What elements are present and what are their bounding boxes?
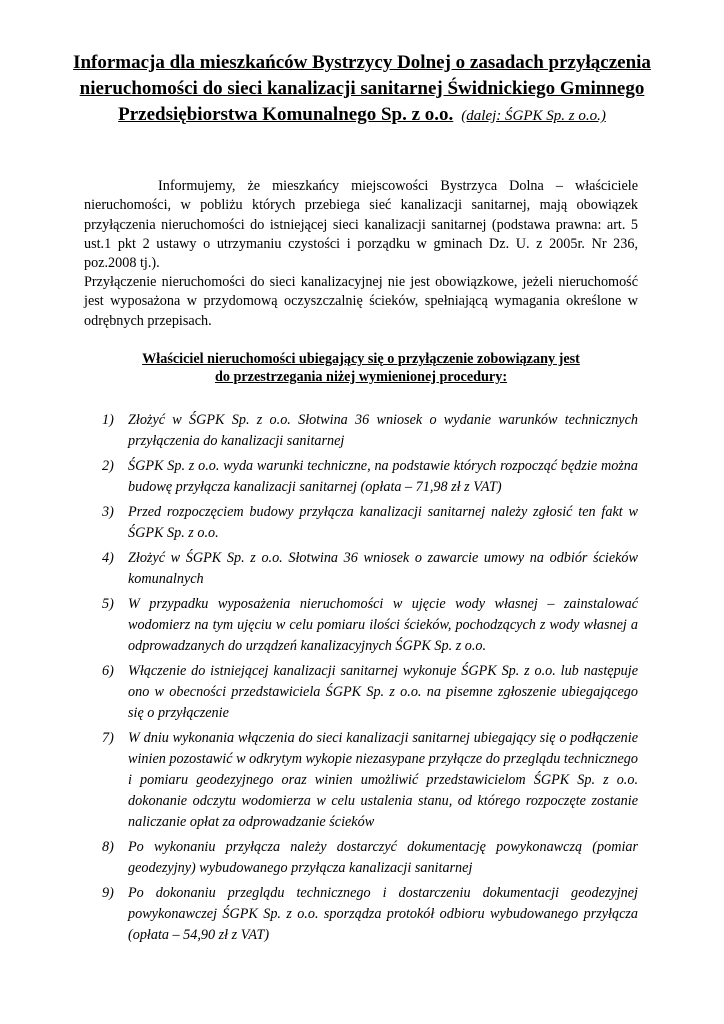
procedure-step: [102, 728, 638, 833]
procedure-step: [102, 548, 638, 590]
paragraph-exception: Przyłączenie nieruchomości do sieci kanalizacyjnej nie jest obowiązkowe, jeżeli nieruchomość jest wyposażona w przydomową oczyszczalnię ścieków, spełniającą wymagania określone w odrębnych przepisach.: [84, 274, 638, 329]
step-number: 3): [102, 504, 114, 520]
procedure-heading: [84, 350, 638, 386]
step-number: 2): [102, 458, 114, 474]
step-number: 9): [102, 885, 114, 901]
step-number: 5): [102, 596, 114, 612]
paragraph-intro: Informujemy, że mieszkańcy miejscowości Bystrzyca Dolna – właściciele nieruchomości, w pobliżu których przebiega sieć kanalizacji sanitarnej, mają obowiązek przyłączenia nieruchomości do istniejącej sieci kanalizacji sanitarnej (podstawa prawna: art. 5 ust.1 pkt 2 ustawy o utrzymaniu czystości i porządku w gminach Dz. U. z 2005r. Nr 236, poz.2008 tj.).: [84, 178, 638, 272]
procedure-step: [102, 594, 638, 657]
procedure-list: [102, 410, 638, 950]
step-text: Przed rozpoczęciem budowy przyłącza kanalizacji sanitarnej należy zgłosić ten fakt w ŚGPK Sp. z o.o.: [128, 504, 638, 541]
procedure-step: [102, 410, 638, 452]
step-text: Złożyć w ŚGPK Sp. z o.o. Słotwina 36 wniosek o wydanie warunków technicznych przyłączenia do kanalizacji sanitarnej: [128, 412, 638, 449]
step-text: Włączenie do istniejącej kanalizacji sanitarnej wykonuje ŚGPK Sp. z o.o. lub następuje ono w obecności przedstawiciela ŚGPK Sp. z o.o. na pisemne zgłoszenie ubiegającego się o przyłączenie: [128, 663, 638, 721]
procedure-step: [102, 661, 638, 724]
step-text: W dniu wykonania włączenia do sieci kanalizacji sanitarnej ubiegający się o podłączenie winien pozostawić w odkrytym wykopie niezasypane przyłącze do przeglądu technicznego i pomiaru geodezyjnego oraz winien umożliwić przedstawicielom ŚGPK Sp. z o.o. dokonanie odczytu wodomierza w celu ustalenia stanu, od którego rozpoczęte zostanie naliczanie opłat za odprowadzanie ścieków: [128, 730, 638, 830]
step-number: 4): [102, 550, 114, 566]
title-main: Informacja dla mieszkańców Bystrzycy Dolnej o zasadach przyłączenia nieruchomości do sieci kanalizacji sanitarnej Świdnickiego Gminnego Przedsiębiorstwa Komunalnego Sp. z o.o.: [73, 52, 651, 125]
procedure-heading-line-2: do przestrzegania niżej wymienionej procedury:: [214, 369, 508, 385]
procedure-step: [102, 837, 638, 879]
step-number: 8): [102, 839, 114, 855]
procedure-step: [102, 883, 638, 946]
step-text: Po dokonaniu przeglądu technicznego i dostarczeniu dokumentacji geodezyjnej powykonawczej ŚGPK Sp. z o.o. sporządza protokół odbioru wybudowanego przyłącza (opłata – 54,90 zł z VAT): [128, 885, 638, 943]
procedure-heading-line-1: Właściciel nieruchomości ubiegający się o przyłączenie zobowiązany jest: [142, 351, 580, 367]
step-number: 6): [102, 663, 114, 679]
step-number: 1): [102, 412, 114, 428]
title-subtitle: (dalej: ŚGPK Sp. z o.o.): [461, 108, 606, 124]
procedure-step: [102, 456, 638, 498]
step-text: Po wykonaniu przyłącza należy dostarczyć dokumentację powykonawczą (pomiar geodezyjny) wybudowanego przyłącza kanalizacji sanitarnej: [128, 839, 638, 876]
step-number: 7): [102, 730, 114, 746]
procedure-step: [102, 502, 638, 544]
document-title: [60, 50, 664, 129]
step-text: Złożyć w ŚGPK Sp. z o.o. Słotwina 36 wniosek o zawarcie umowy na odbiór ścieków komunalnych: [128, 550, 638, 587]
step-text: W przypadku wyposażenia nieruchomości w ujęcie wody własnej – zainstalować wodomierz na tym ujęciu w celu pomiaru ilości ścieków, pochodzących z wody własnej a odprowadzanych do urządzeń kanalizacyjnych ŚGPK Sp. z o.o.: [128, 596, 638, 654]
step-text: ŚGPK Sp. z o.o. wyda warunki techniczne, na podstawie których rozpocząć będzie można budowę przyłącza kanalizacji sanitarnej (opłata – 71,98 zł z VAT): [128, 458, 638, 495]
